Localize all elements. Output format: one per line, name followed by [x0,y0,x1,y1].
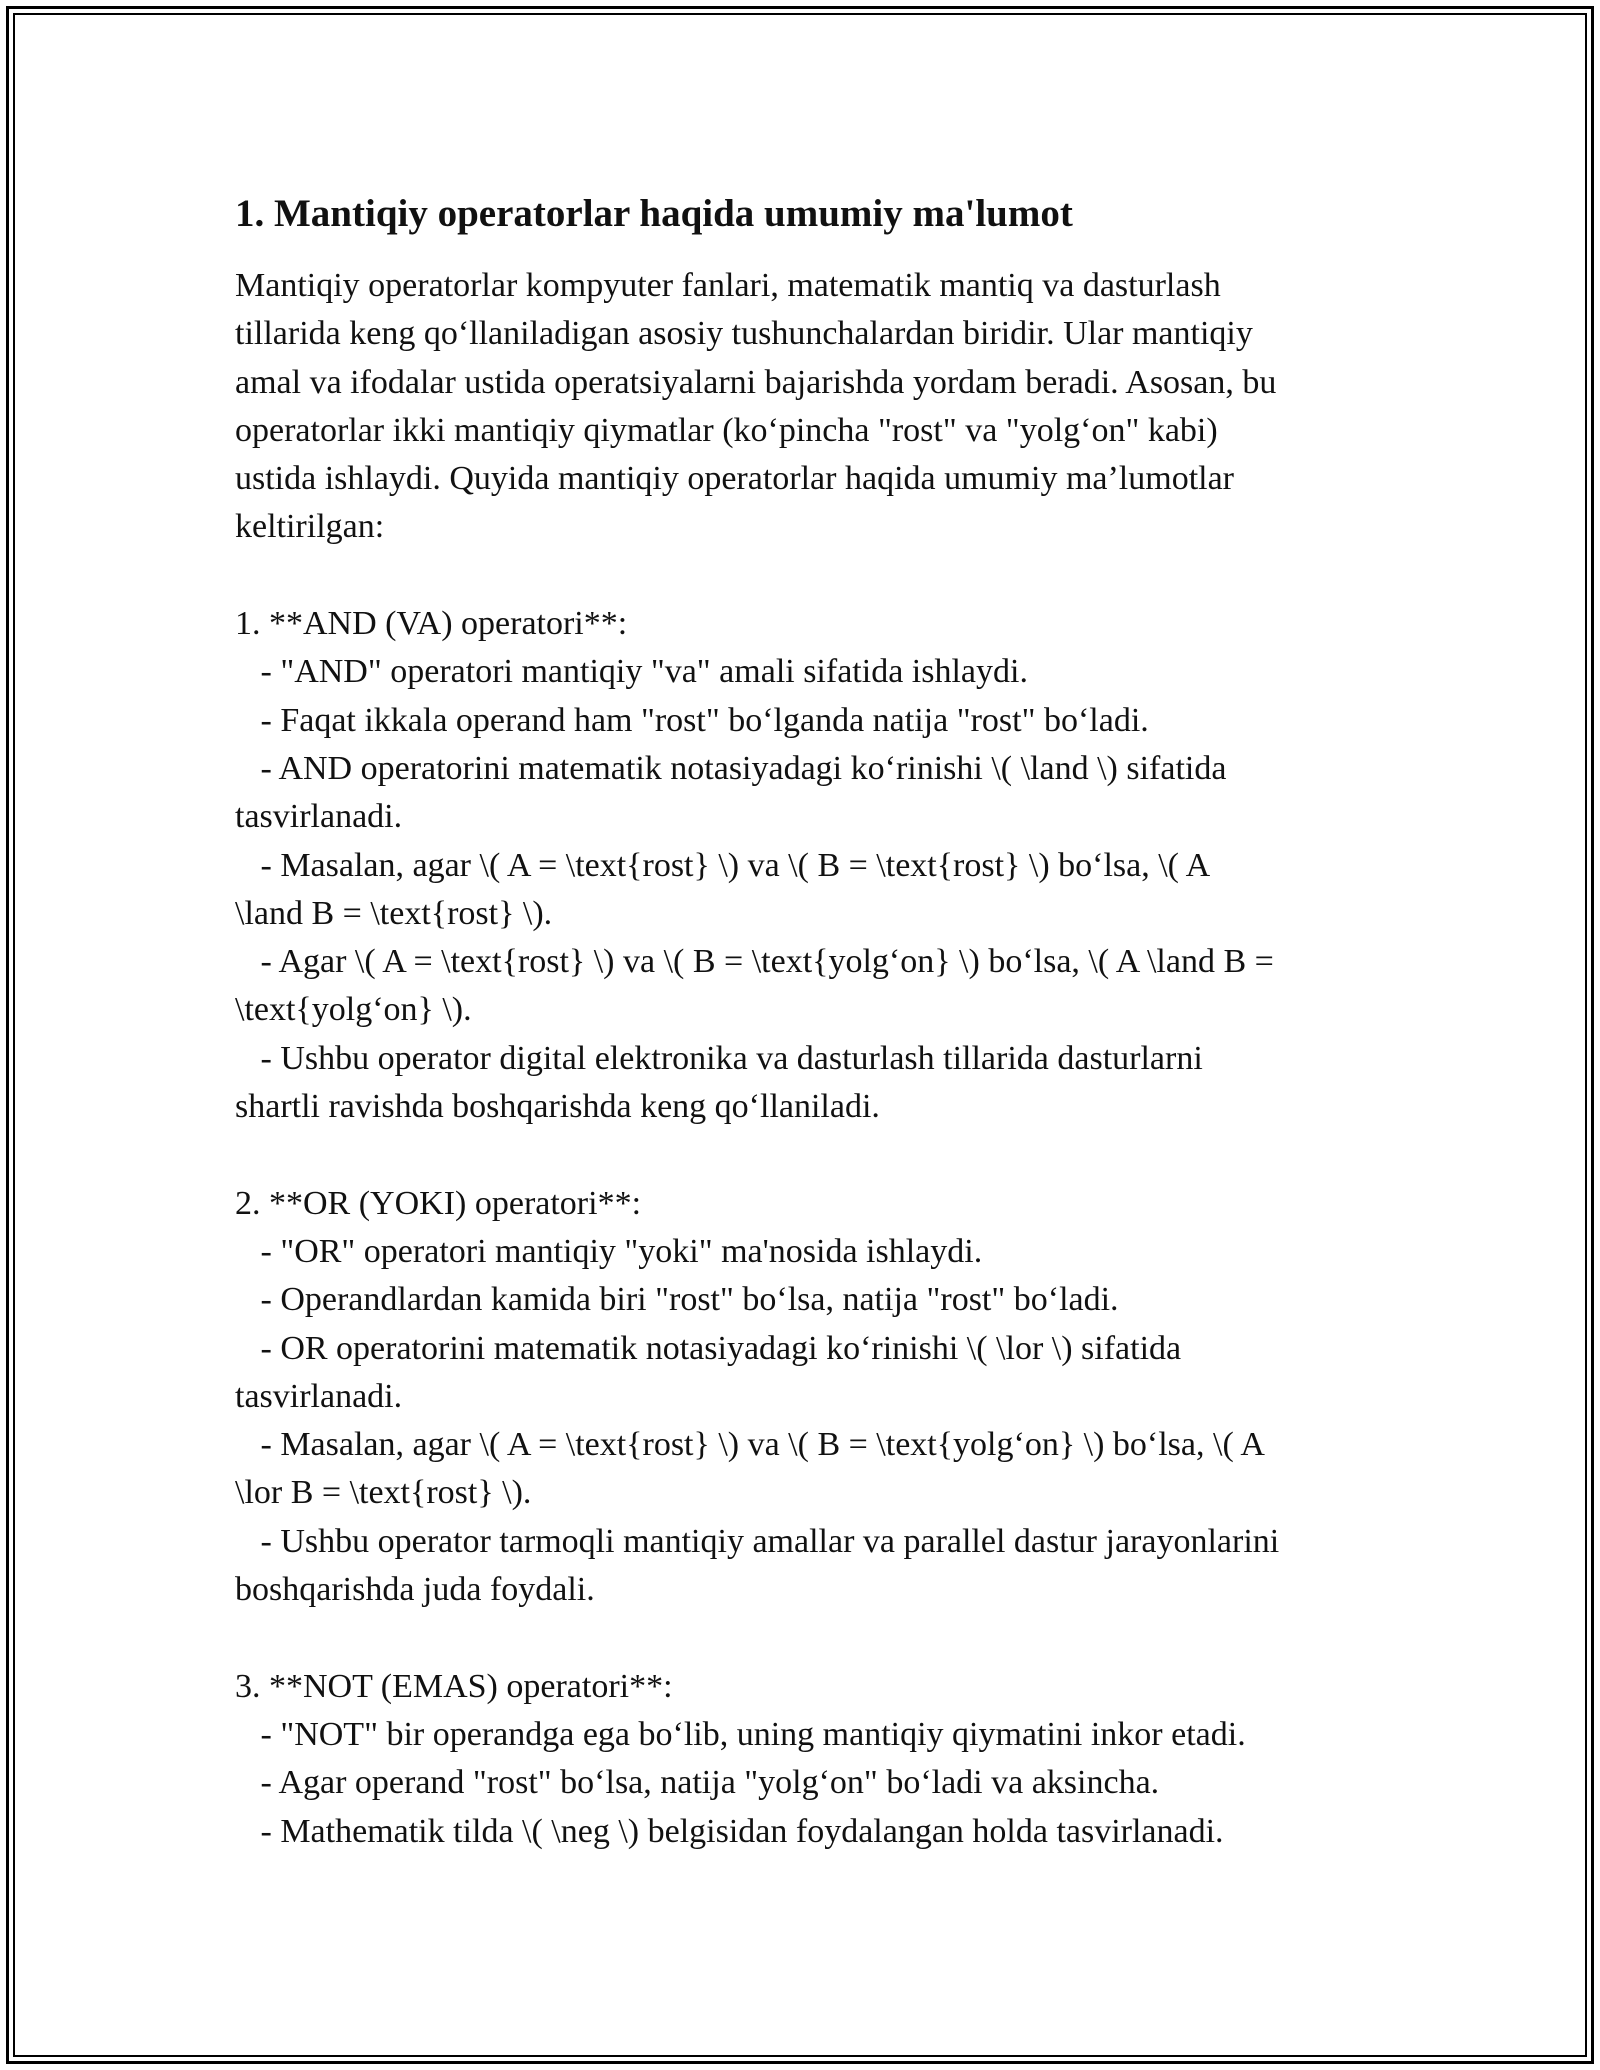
or-section-line: \lor B = \text{rost} \). [235,1474,532,1512]
not-section-line: - Agar operand "rost" bo‘lsa, natija "yolg‘on" bo‘ladi va aksincha. [235,1764,1160,1802]
intro-line: ustida ishlaydi. Quyida mantiqiy operatorlar haqida umumiy ma’lumotlar [235,460,1234,498]
paragraph-gap [235,1614,1375,1662]
intro-line: Mantiqiy operatorlar kompyuter fanlari, matematik mantiq va dasturlash [235,267,1221,304]
not-section-line: - "NOT" bir operandga ega bo‘lib, uning mantiqiy qiymatini inkor etadi. [235,1715,1246,1753]
intro-line: amal va ifodalar ustida operatsiyalarni bajarishda yordam beradi. Asosan, bu [235,363,1277,401]
and-section-line: shartli ravishda boshqarishda keng qo‘llaniladi. [235,1088,880,1126]
section-heading: 1. Mantiqiy operatorlar haqida umumiy ma'lumot [235,192,1073,235]
paragraph-gap [235,552,1375,600]
or-section-line: - Ushbu operator tarmoqli mantiqiy amallar va parallel dastur jarayonlarini [235,1522,1280,1560]
paragraph-gap [235,1131,1375,1179]
or-section-line: - Operandlardan kamida biri "rost" bo‘lsa, natija "rost" bo‘ladi. [235,1281,1119,1319]
document-body [235,184,1375,1856]
and-section-title: 1. **AND (VA) operatori**: [235,605,628,643]
and-section-line: tasvirlanadi. [235,798,403,836]
or-operator-section [235,1180,1375,1615]
intro-line: operatorlar ikki mantiqiy qiymatlar (ko‘pincha "rost" va "yolg‘on" kabi) [235,411,1218,449]
and-operator-section [235,600,1375,1131]
and-section-line: - Masalan, agar \( A = \text{rost} \) va \( B = \text{rost} \) bo‘lsa, \( A [235,846,1211,884]
and-section-line: - Agar \( A = \text{rost} \) va \( B = \text{yolg‘on} \) bo‘lsa, \( A \land B = [235,943,1274,981]
or-section-line: - "OR" operatori mantiqiy "yoki" ma'nosida ishlaydi. [235,1232,983,1270]
or-section-title: 2. **OR (YOKI) operatori**: [235,1184,642,1222]
not-section-title: 3. **NOT (EMAS) operatori**: [235,1667,673,1705]
and-section-line: \text{yolg‘on} \). [235,991,472,1029]
not-operator-section [235,1663,1375,1856]
intro-paragraph [235,262,1375,552]
and-section-line: - Faqat ikkala operand ham "rost" bo‘lganda natija "rost" bo‘ladi. [235,701,1149,739]
and-section-line: - AND operatorini matematik notasiyadagi ko‘rinishi \( \land \) sifatida [235,749,1227,787]
or-section-line: - OR operatorini matematik notasiyadagi ko‘rinishi \( \lor \) sifatida [235,1329,1182,1367]
and-section-line: \land B = \text{rost} \). [235,894,553,932]
or-section-line: tasvirlanadi. [235,1377,403,1415]
and-section-line: - "AND" operatori mantiqiy "va" amali sifatida ishlaydi. [235,653,1028,691]
intro-line: tillarida keng qo‘llaniladigan asosiy tushunchalardan biridir. Ular mantiqiy [235,315,1253,353]
or-section-line: - Masalan, agar \( A = \text{rost} \) va \( B = \text{yolg‘on} \) bo‘lsa, \( A [235,1426,1265,1464]
or-section-line: boshqarishda juda foydali. [235,1571,595,1609]
not-section-line: - Mathematik tilda \( \neg \) belgisidan foydalangan holda tasvirlanadi. [235,1812,1224,1850]
and-section-line: - Ushbu operator digital elektronika va dasturlash tillarida dasturlarni [235,1039,1203,1077]
intro-line: keltirilgan: [235,508,385,546]
